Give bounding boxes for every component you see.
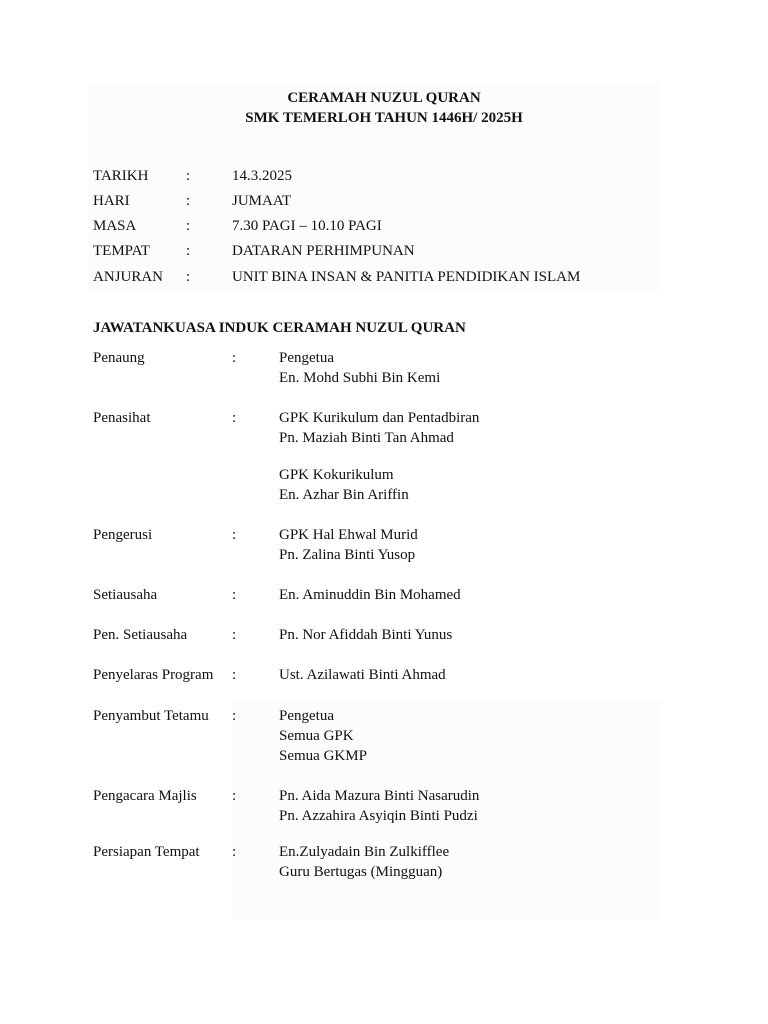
member-line: Pengetua	[279, 708, 334, 724]
member-line: GPK Hal Ehwal Murid	[279, 527, 418, 543]
role-members	[279, 348, 440, 388]
role-colon: :	[232, 350, 237, 366]
role-label: Pengerusi	[93, 527, 153, 543]
detail-value: 14.3.2025	[232, 168, 292, 184]
detail-row-masa	[0, 216, 768, 236]
role-label: Penyelaras Program	[93, 667, 214, 683]
detail-colon: :	[186, 269, 191, 285]
detail-row-anjuran	[0, 267, 768, 287]
role-label: Penasihat	[93, 410, 151, 426]
detail-value: 7.30 PAGI – 10.10 PAGI	[232, 218, 382, 234]
role-members	[279, 408, 479, 505]
role-colon: :	[232, 587, 237, 603]
member-line: Semua GPK	[279, 728, 354, 744]
member-line: Ust. Azilawati Binti Ahmad	[279, 667, 446, 683]
role-colon: :	[232, 410, 237, 426]
detail-label: ANJURAN	[93, 269, 164, 285]
member-line: Pengetua	[279, 350, 334, 366]
member-line: En. Azhar Bin Ariffin	[279, 487, 409, 503]
detail-label: TEMPAT	[93, 243, 150, 259]
detail-row-tarikh	[0, 166, 768, 186]
role-members	[279, 585, 461, 605]
member-line: Pn. Maziah Binti Tan Ahmad	[279, 430, 454, 446]
detail-label: HARI	[93, 193, 130, 209]
member-line: GPK Kokurikulum	[279, 467, 394, 483]
role-members	[279, 525, 418, 565]
member-line: GPK Kurikulum dan Pentadbiran	[279, 410, 480, 426]
role-label: Pengacara Majlis	[93, 788, 197, 804]
member-line: En.Zulyadain Bin Zulkifflee	[279, 844, 450, 860]
detail-colon: :	[186, 243, 191, 259]
committee-heading: JAWATANKUASA INDUK CERAMAH NUZUL QURAN	[93, 320, 466, 336]
role-colon: :	[232, 627, 237, 643]
role-members	[279, 665, 446, 685]
member-line: En. Aminuddin Bin Mohamed	[279, 587, 461, 603]
role-colon: :	[232, 844, 237, 860]
role-members	[279, 842, 449, 882]
role-members	[279, 625, 452, 645]
detail-row-tempat	[0, 241, 768, 261]
detail-label: TARIKH	[93, 168, 149, 184]
role-colon: :	[232, 708, 237, 724]
detail-value: DATARAN PERHIMPUNAN	[232, 243, 415, 259]
role-colon: :	[232, 667, 237, 683]
detail-row-hari	[0, 191, 768, 211]
role-members	[279, 786, 479, 826]
role-colon: :	[232, 527, 237, 543]
member-line: Pn. Azzahira Asyiqin Binti Pudzi	[279, 808, 478, 824]
member-line: Pn. Nor Afiddah Binti Yunus	[279, 627, 453, 643]
detail-colon: :	[186, 168, 191, 184]
detail-colon: :	[186, 193, 191, 209]
detail-value: JUMAAT	[232, 193, 292, 209]
document-title: CERAMAH NUZUL QURAN	[287, 90, 481, 106]
role-members	[279, 706, 367, 766]
document-subtitle: SMK TEMERLOH TAHUN 1446H/ 2025H	[245, 110, 523, 126]
member-line: Semua GKMP	[279, 748, 367, 764]
detail-label: MASA	[93, 218, 137, 234]
role-label: Pen. Setiausaha	[93, 627, 188, 643]
member-line: En. Mohd Subhi Bin Kemi	[279, 370, 441, 386]
role-label: Penaung	[93, 350, 145, 366]
member-line: Guru Bertugas (Mingguan)	[279, 864, 443, 880]
member-line: Pn. Aida Mazura Binti Nasarudin	[279, 788, 480, 804]
detail-colon: :	[186, 218, 191, 234]
role-label: Penyambut Tetamu	[93, 708, 209, 724]
role-label: Setiausaha	[93, 587, 158, 603]
member-line: Pn. Zalina Binti Yusop	[279, 547, 416, 563]
role-colon: :	[232, 788, 237, 804]
role-label: Persiapan Tempat	[93, 844, 200, 860]
detail-value: UNIT BINA INSAN & PANITIA PENDIDIKAN ISLAM	[232, 269, 581, 285]
